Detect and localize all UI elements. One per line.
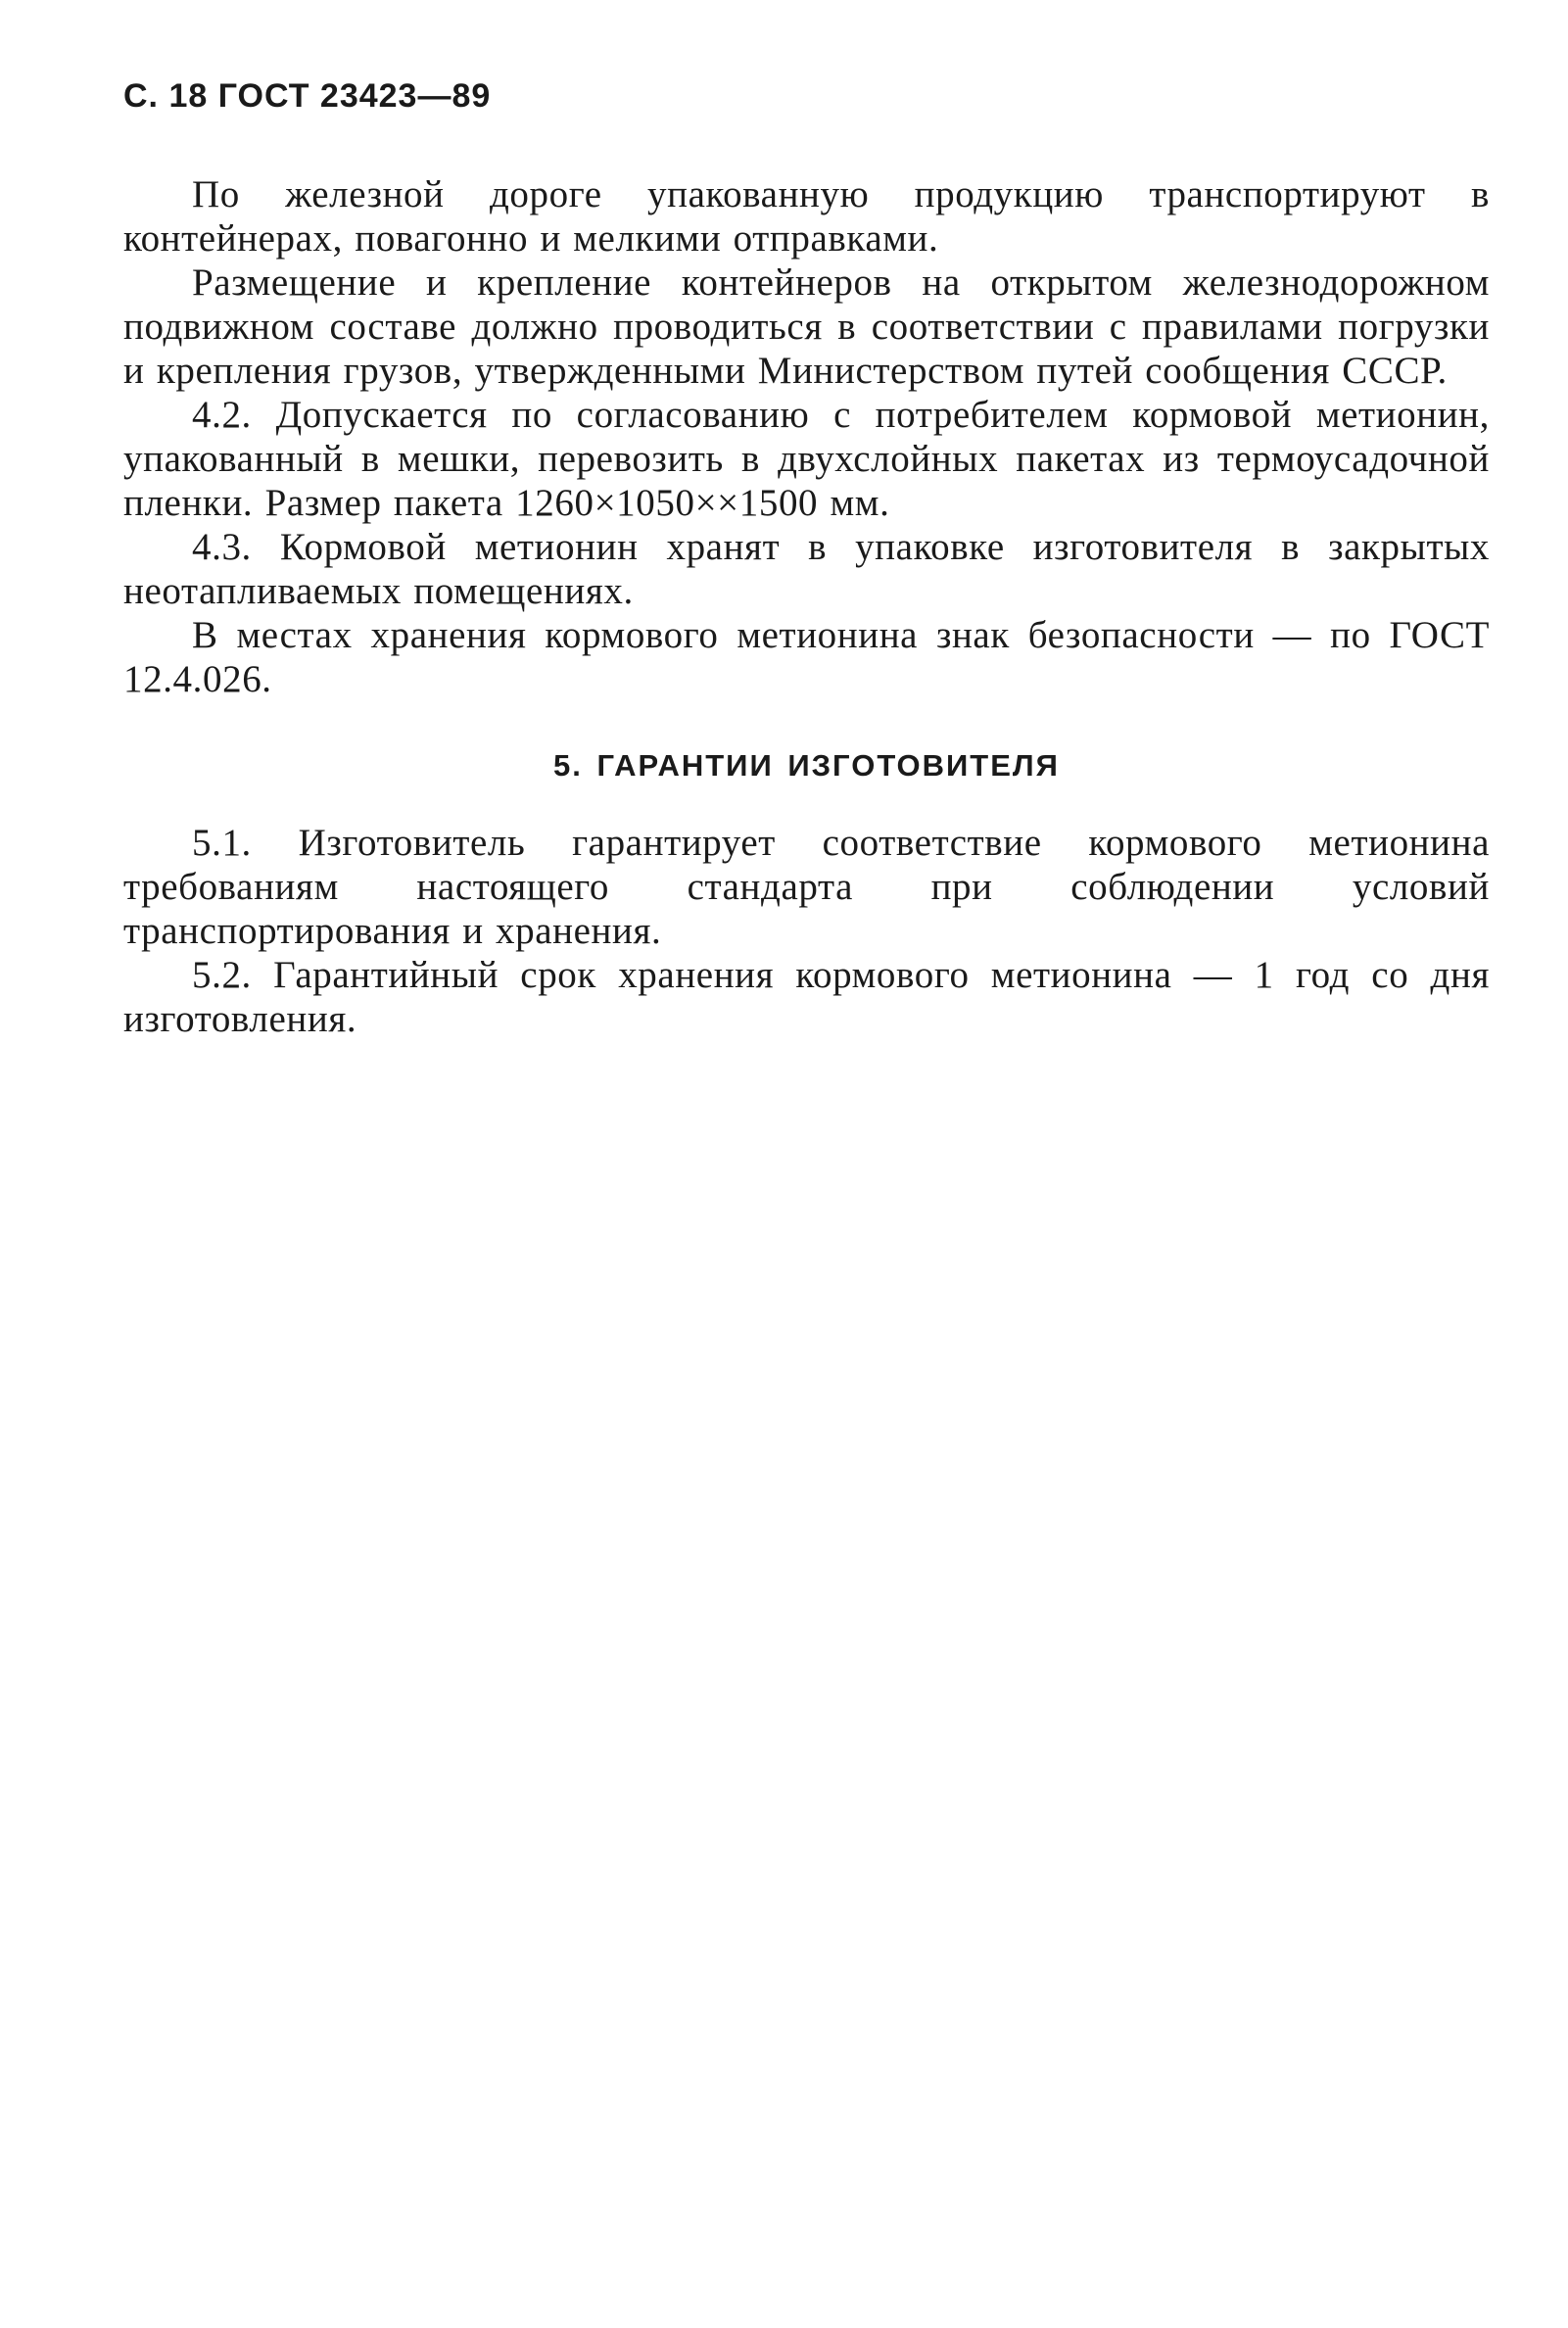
paragraph-clause-4-3: 4.3. Кормовой метионин хранят в упаковке изготовителя в закрытых неотапливаемых помещениях. <box>123 526 1490 612</box>
paragraph-clause-5-1: 5.1. Изготовитель гарантирует соответствие кормового метионина требованиям настоящего стандарта при соблюдении условий транспортирования и хранения. <box>123 822 1490 952</box>
page-header: С. 18 ГОСТ 23423—89 <box>123 77 492 115</box>
section-heading-warranty: 5. ГАРАНТИИ ИЗГОТОВИТЕЛЯ <box>553 748 1060 783</box>
paragraph-container-placement: Размещение и крепление контейнеров на открытом железнодорожном подвижном составе должно проводиться в соответствии с правилами погрузки и крепления грузов, утвержденными Министерством путей сообщения СССР. <box>123 261 1490 392</box>
paragraph-safety-sign: В местах хранения кормового метионина знак безопасности — по ГОСТ 12.4.026. <box>123 614 1490 700</box>
paragraph-clause-5-2: 5.2. Гарантийный срок хранения кормового метионина — 1 год со дня изготовления. <box>123 954 1490 1040</box>
page-body <box>123 172 1490 1041</box>
paragraph-rail-transport: По железной дороге упакованную продукцию транспортируют в контейнерах, повагонно и мелкими отправками. <box>123 173 1490 260</box>
paragraph-clause-4-2: 4.2. Допускается по согласованию с потребителем кормовой метионин, упакованный в мешки, перевозить в двухслойных пакетах из термоусадочной пленки. Размер пакета 1260×1050××1500 мм. <box>123 394 1490 524</box>
